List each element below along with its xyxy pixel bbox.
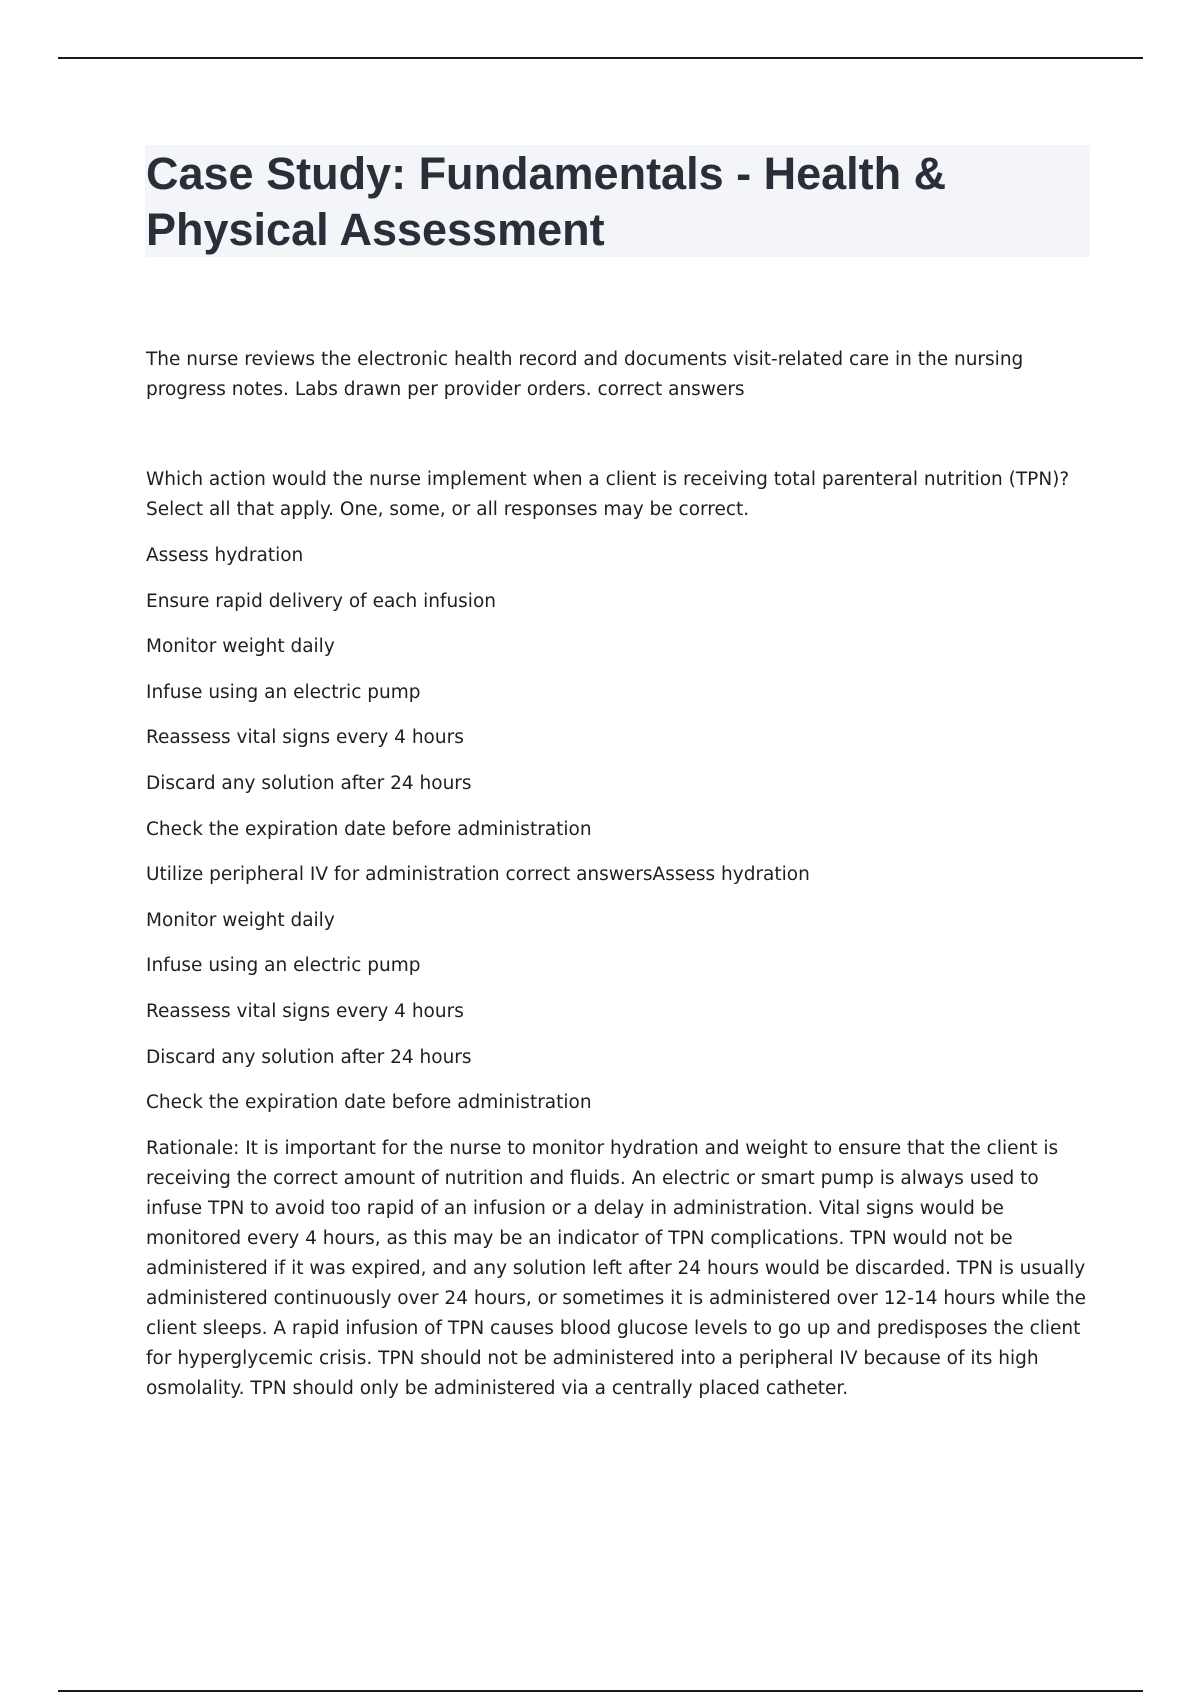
answer-item: Discard any solution after 24 hours xyxy=(146,1046,472,1068)
page-title: Case Study: Fundamentals - Health & Physical Assessment xyxy=(146,148,947,255)
option-item: Assess hydration xyxy=(146,545,304,566)
bottom-divider xyxy=(58,1690,1143,1692)
option-item: Utilize peripheral IV for administration correct answersAssess hydration xyxy=(146,864,810,886)
option-item: Discard any solution after 24 hours xyxy=(146,772,472,794)
option-item: Infuse using an electric pump xyxy=(146,681,421,703)
answer-item: Check the expiration date before administration xyxy=(146,1092,592,1114)
option-item: Ensure rapid delivery of each infusion xyxy=(146,590,496,612)
answer-item: Monitor weight daily xyxy=(146,909,335,931)
intro-paragraph: The nurse reviews the electronic health record and documents visit-related care in the nursing progress notes. Labs drawn per provider orders. correct answers xyxy=(146,349,1024,400)
answer-item: Reassess vital signs every 4 hours xyxy=(146,1000,464,1022)
answer-item: Infuse using an electric pump xyxy=(146,955,421,977)
option-item: Check the expiration date before administration xyxy=(146,818,592,840)
document-body xyxy=(146,345,1096,1404)
top-divider xyxy=(58,57,1143,59)
option-item: Monitor weight daily xyxy=(146,636,335,658)
rationale-paragraph: Rationale: It is important for the nurse to monitor hydration and weight to ensure that the client is receiving the correct amount of nutrition and fluids. An electric or smart pump is always used to infuse TPN to avoid too rapid of an infusion or a delay in administration. Vital signs would be monitored every 4 hours, as this may be an indicator of TPN complications. TPN would not be administered if it was expired, and any solution left after 24 hours would be discarded. TPN is usually administered continuously over 24 hours, or sometimes it is administered over 12-14 hours while the client sleeps. A rapid infusion of TPN causes blood glucose levels to go up and predisposes the client for hyperglycemic crisis. TPN should not be administered into a peripheral IV because of its high osmolality. TPN should only be administered via a centrally placed catheter. xyxy=(146,1137,1087,1399)
question-text: Which action would the nurse implement when a client is receiving total parenteral nutrition (TPN)? Select all that apply. One, some, or all responses may be correct. xyxy=(146,469,1070,520)
option-item: Reassess vital signs every 4 hours xyxy=(146,727,464,749)
